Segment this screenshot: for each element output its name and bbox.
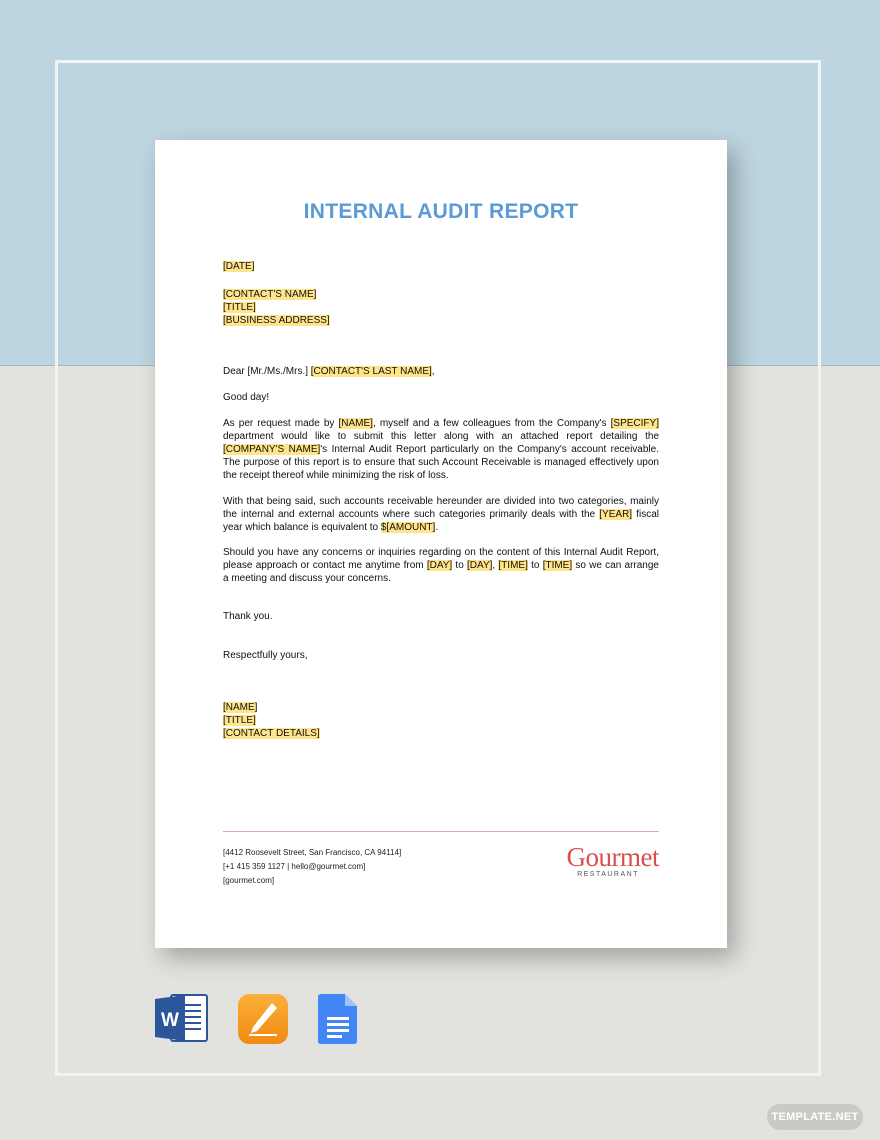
time-placeholder: [TIME] xyxy=(542,560,573,571)
time-placeholder: [TIME] xyxy=(498,560,528,571)
svg-text:W: W xyxy=(161,1010,179,1031)
footer-contact: [+1 415 359 1127 | hello@gourmet.com] xyxy=(223,862,366,871)
paragraph-2: With that being said, such accounts receivable hereunder are divided into two categories, mainly the internal and external accounts where such categories primarily deals with the [YEAR] fiscal year which balance is equivalent to $[AMOUNT]. xyxy=(223,496,659,533)
closing-line: Respectfully yours, xyxy=(223,650,308,661)
paragraph-1: As per request made by [NAME], myself and a few colleagues from the Company's [SPECIFY] department would like to submit this letter along with an attached report detailing the [COMPANY'S NAME]'s Internal Audit Report particularly on the Company's account receivable. The purpose of this report is to ensure that such Account Receivable is managed effectively upon the receipt thereof while minimizing the risk of loss. xyxy=(223,418,659,481)
footer-divider xyxy=(223,831,659,832)
paragraph-3: Should you have any concerns or inquiries regarding on the content of this Internal Audit Report, please approach or contact me anytime from [DAY] to [DAY], [TIME] to [TIME] so we can arrange a meeting and discuss your concerns. xyxy=(223,547,659,584)
document-page xyxy=(155,140,727,948)
footer-address: [4412 Roosevelt Street, San Francisco, CA 94114] xyxy=(223,848,402,857)
word-icon[interactable] xyxy=(155,993,209,1048)
gourmet-logo: Gourmet RESTAURANT xyxy=(566,842,659,878)
signature-contact: [CONTACT DETAILS] xyxy=(223,728,320,739)
document-title: INTERNAL AUDIT REPORT xyxy=(303,200,579,223)
signature-title: [TITLE] xyxy=(223,715,256,726)
day-placeholder: [DAY] xyxy=(467,560,493,571)
year-placeholder: [YEAR] xyxy=(599,509,633,520)
signature-name: [NAME] xyxy=(223,702,258,713)
thanks-line: Thank you. xyxy=(223,611,273,622)
contact-last-name: [CONTACT'S LAST NAME] xyxy=(310,366,432,377)
amount-placeholder: $[AMOUNT] xyxy=(380,522,436,533)
day-placeholder: [DAY] xyxy=(426,560,453,571)
recipient-name: [CONTACT'S NAME] xyxy=(223,289,317,300)
signature-block xyxy=(223,701,659,740)
footer-info xyxy=(223,846,401,888)
recipient-title: [TITLE] xyxy=(223,302,256,313)
pages-icon[interactable] xyxy=(237,993,289,1050)
specify-placeholder: [SPECIFY] xyxy=(610,418,659,429)
recipient-block xyxy=(223,288,659,327)
google-docs-icon[interactable] xyxy=(318,993,358,1050)
company-name-placeholder: [COMPANY'S NAME] xyxy=(223,444,321,455)
date-field: [DATE] xyxy=(223,261,255,272)
watermark-badge: TEMPLATE.NET xyxy=(767,1104,863,1130)
recipient-address: [BUSINESS ADDRESS] xyxy=(223,315,330,326)
footer-website: [gourmet.com] xyxy=(223,876,275,885)
salutation: Dear [Mr./Ms./Mrs.] [CONTACT'S LAST NAME], xyxy=(223,366,435,377)
name-placeholder: [NAME] xyxy=(338,418,373,429)
greeting: Good day! xyxy=(223,392,270,403)
